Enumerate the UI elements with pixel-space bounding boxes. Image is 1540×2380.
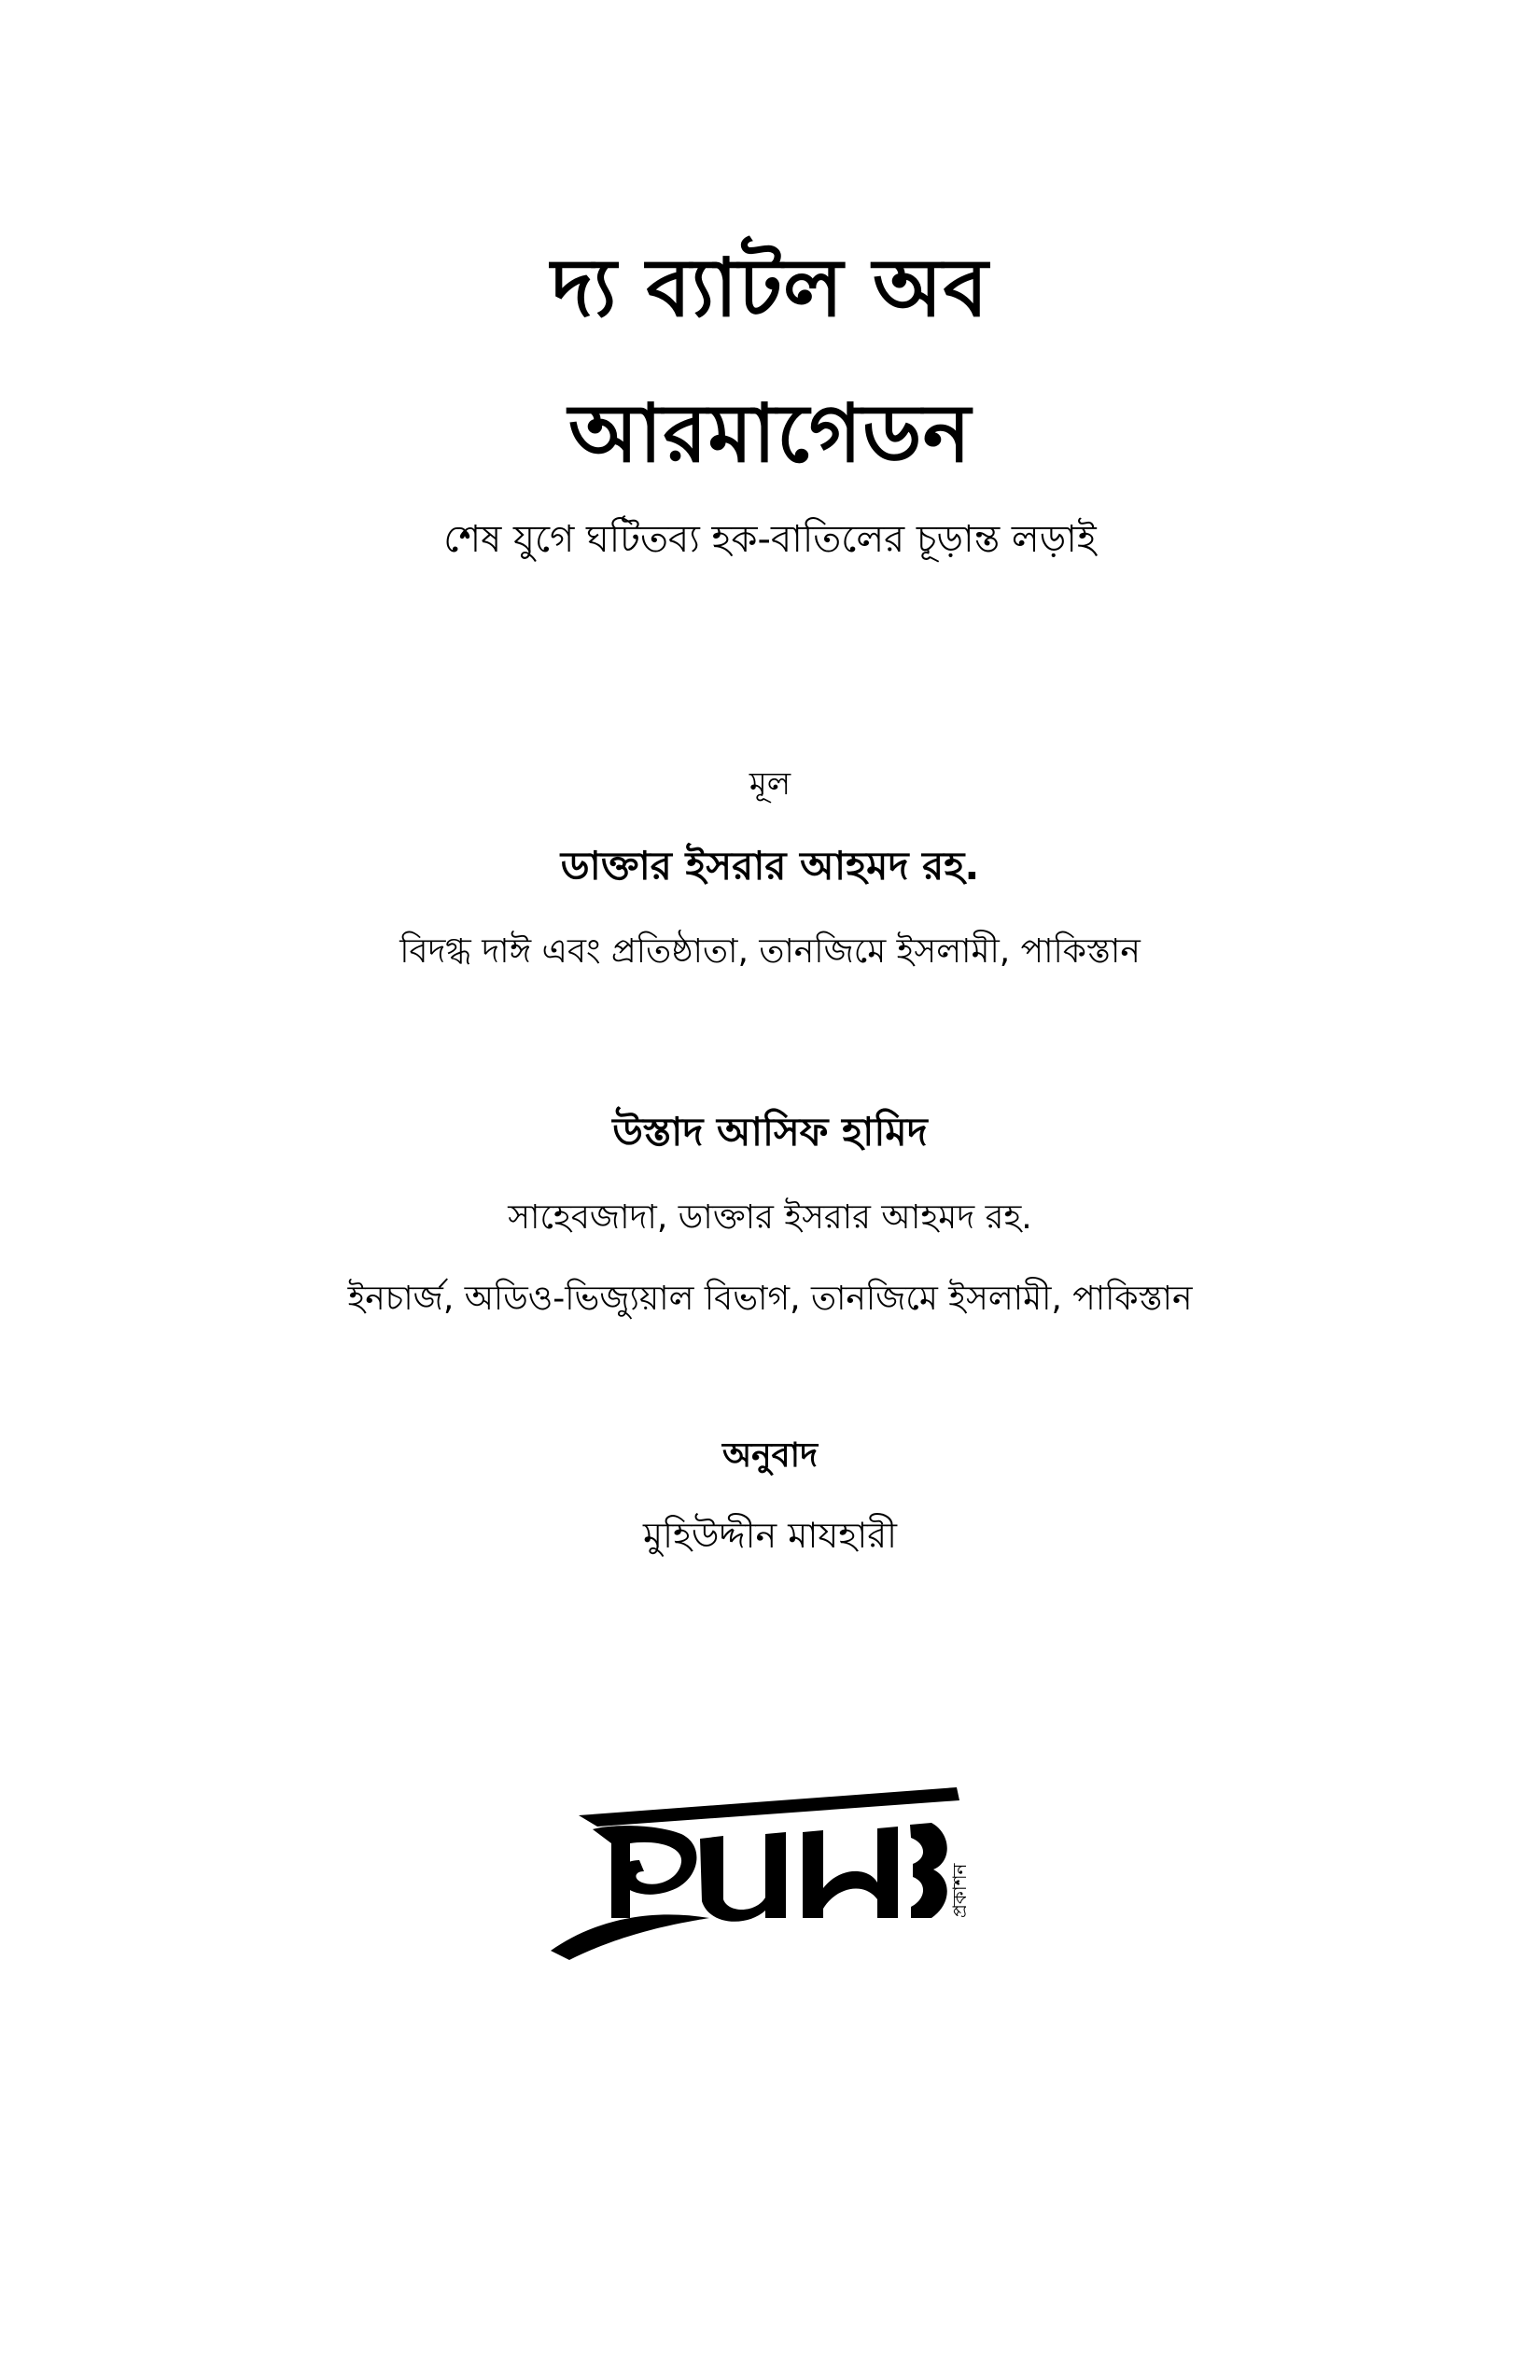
- publisher-logo-icon: [541, 1778, 980, 1965]
- publisher-logo-subtext: প্রকাশন: [948, 1863, 971, 1918]
- translator-name: মুহিউদ্দীন মাযহারী: [642, 1515, 898, 1556]
- publisher-logo: [541, 1778, 980, 1965]
- book-title-line-1: দ্য ব্যাটল অব: [551, 242, 989, 335]
- original-label: মূল: [749, 765, 791, 803]
- author1-name: ডাক্তার ইসরার আহমদ রহ.: [560, 843, 980, 889]
- author2-name: উস্তাদ আসিফ হামিদ: [612, 1109, 928, 1155]
- book-subtitle: শেষ যুগে ঘটিতব্য হক-বাতিলের চূড়ান্ত লড়াই: [443, 518, 1097, 561]
- author2-info-2: ইনচার্জ, অডিও-ভিজ্যুয়াল বিভাগ, তানজিমে ইসলামী, পাকিস্তান: [347, 1280, 1193, 1318]
- author2-info-1: সাহেবজাদা, ডাক্তার ইসরার আহমদ রহ.: [508, 1198, 1032, 1237]
- book-title-line-2: আরমাগেডন: [568, 387, 972, 481]
- translation-label: অনুবাদ: [721, 1436, 819, 1475]
- author1-info: বিদগ্ধ দাঈ এবং প্রতিষ্ঠাতা, তানজিমে ইসলামী, পাকিস্তান: [399, 932, 1141, 971]
